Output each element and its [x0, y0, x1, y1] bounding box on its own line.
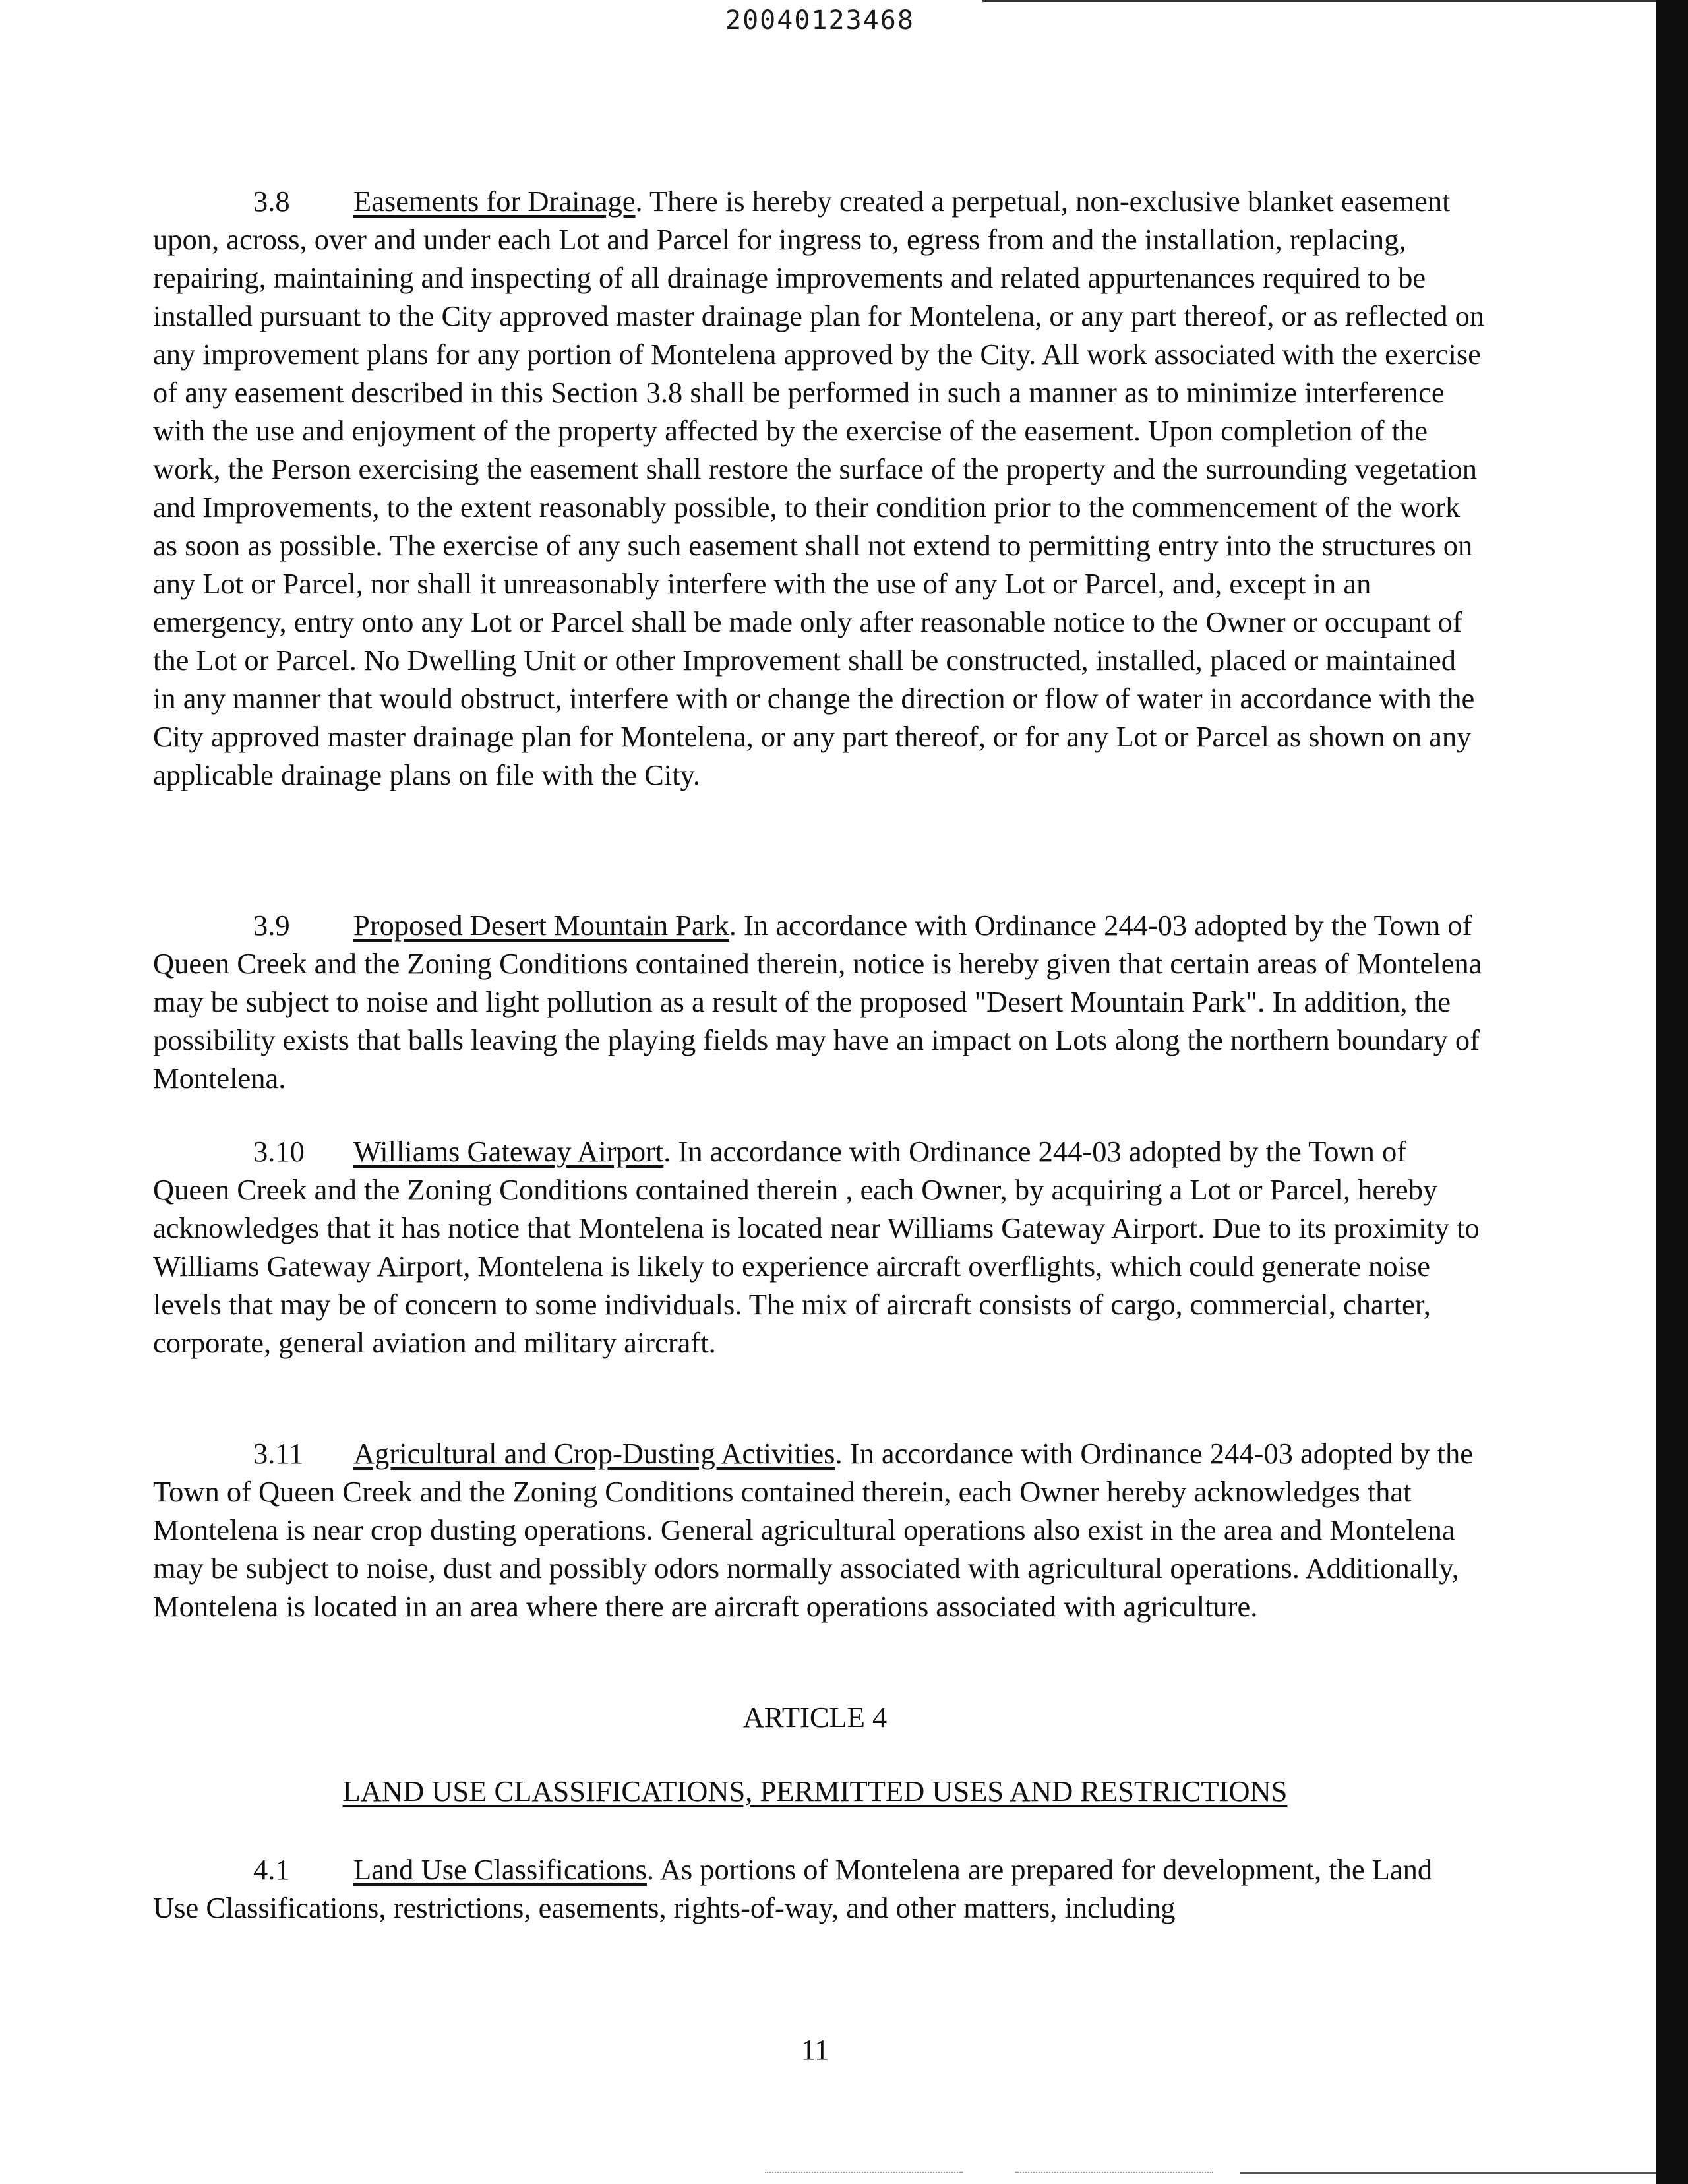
- section-3-8-title: Easements for Drainage: [353, 185, 636, 218]
- section-3-11-number: 3.11: [253, 1437, 304, 1470]
- bottom-scan-rule: [1240, 2172, 1656, 2174]
- top-scan-rule: [982, 0, 1688, 2]
- section-3-10-number: 3.10: [253, 1135, 305, 1168]
- document-number: 20040123468: [725, 5, 915, 36]
- section-3-9-title: Proposed Desert Mountain Park: [353, 909, 729, 942]
- section-4-1-number: 4.1: [253, 1853, 290, 1886]
- section-4-1-paragraph: [153, 1850, 1485, 1927]
- section-3-8: [153, 182, 1485, 794]
- section-3-8-text: . There is hereby created a perpetual, non-exclusive blanket easement upon, across, over and under each Lot and Parcel for ingress to, egress from and the installation, replacing, repairing, maintaining and inspecting of all drainage improvements and related appurtenances required to be installed pursuant to the City approved master drainage plan for Montelena, or any part thereof, or as reflected on any improvement plans for any portion of Montelena approved by the City. All work associated with the exercise of any easement described in this Section 3.8 shall be performed in such a manner as to minimize interference with the use and enjoyment of the property affected by the exercise of the easement. Upon completion of the work, the Person exercising the easement shall restore the surface of the property and the surrounding vegetation and Improvements, to the extent reasonably possible, to their condition prior to the commencement of the work as soon as possible. The exercise of any such easement shall not extend to permitting entry into the structures on any Lot or Parcel, nor shall it unreasonably interfere with the use of any Lot or Parcel, and, except in an emergency, entry onto any Lot or Parcel shall be made only after reasonable notice to the Owner or occupant of the Lot or Parcel. No Dwelling Unit or other Improvement shall be constructed, installed, placed or maintained in any manner that would obstruct, interfere with or change the direction or flow of water in accordance with the City approved master drainage plan for Montelena, or any part thereof, or for any Lot or Parcel as shown on any applicable drainage plans on file with the City.: [153, 185, 1485, 791]
- section-3-11: [153, 1434, 1485, 1625]
- bottom-scan-dots-2: [1015, 2172, 1213, 2175]
- section-3-10: [153, 1132, 1485, 1362]
- section-3-11-title: Agricultural and Crop-Dusting Activities: [353, 1437, 835, 1470]
- section-4-1-title: Land Use Classifications: [353, 1853, 647, 1886]
- section-3-11-paragraph: [153, 1434, 1485, 1625]
- section-3-8-number: 3.8: [253, 185, 290, 218]
- section-3-10-title: Williams Gateway Airport: [353, 1135, 664, 1168]
- section-3-10-text: . In accordance with Ordinance 244-03 adopted by the Town of Queen Creek and the Zoning Conditions contained therein , each Owner, by acquiring a Lot or Parcel, hereby acknowledges that it has notice that Montelena is located near Williams Gateway Airport. Due to its proximity to Williams Gateway Airport, Montelena is likely to experience aircraft overflights, which could generate noise levels that may be of concern to some individuals. The mix of aircraft consists of cargo, commercial, charter, corporate, general aviation and military aircraft.: [153, 1135, 1480, 1359]
- article-number: ARTICLE 4: [742, 1701, 888, 1734]
- section-4-1: [153, 1850, 1485, 1927]
- section-3-9-text: . In accordance with Ordinance 244-03 adopted by the Town of Queen Creek and the Zoning Conditions contained therein, notice is hereby given that certain areas of Montelena may be subject to noise and light pollution as a result of the proposed "Desert Mountain Park". In addition, the possibility exists that balls leaving the playing fields may have an impact on Lots along the northern boundary of Montelena.: [153, 909, 1482, 1095]
- section-3-11-text: . In accordance with Ordinance 244-03 adopted by the Town of Queen Creek and the Zoning Conditions contained therein, each Owner hereby acknowledges that Montelena is near crop dusting operations. General agricultural operations also exist in the area and Montelena may be subject to noise, dust and possibly odors normally associated with agricultural operations. Additionally, Montelena is located in an area where there are aircraft operations associated with agriculture.: [153, 1437, 1473, 1623]
- section-4-1-text: . As portions of Montelena are prepared for development, the Land Use Classifications, restrictions, easements, rights-of-way, and other matters, including: [153, 1853, 1433, 1924]
- section-3-9: [153, 906, 1485, 1097]
- page-number: 11: [800, 2033, 829, 2066]
- scan-edge-bar: [1656, 0, 1688, 2184]
- section-3-8-paragraph: [153, 182, 1485, 794]
- section-3-9-paragraph: [153, 906, 1485, 1097]
- article-title: LAND USE CLASSIFICATIONS, PERMITTED USES AND RESTRICTIONS: [342, 1774, 1288, 1807]
- bottom-scan-dots: [765, 2172, 963, 2175]
- section-3-9-number: 3.9: [253, 909, 290, 942]
- section-3-10-paragraph: [153, 1132, 1485, 1362]
